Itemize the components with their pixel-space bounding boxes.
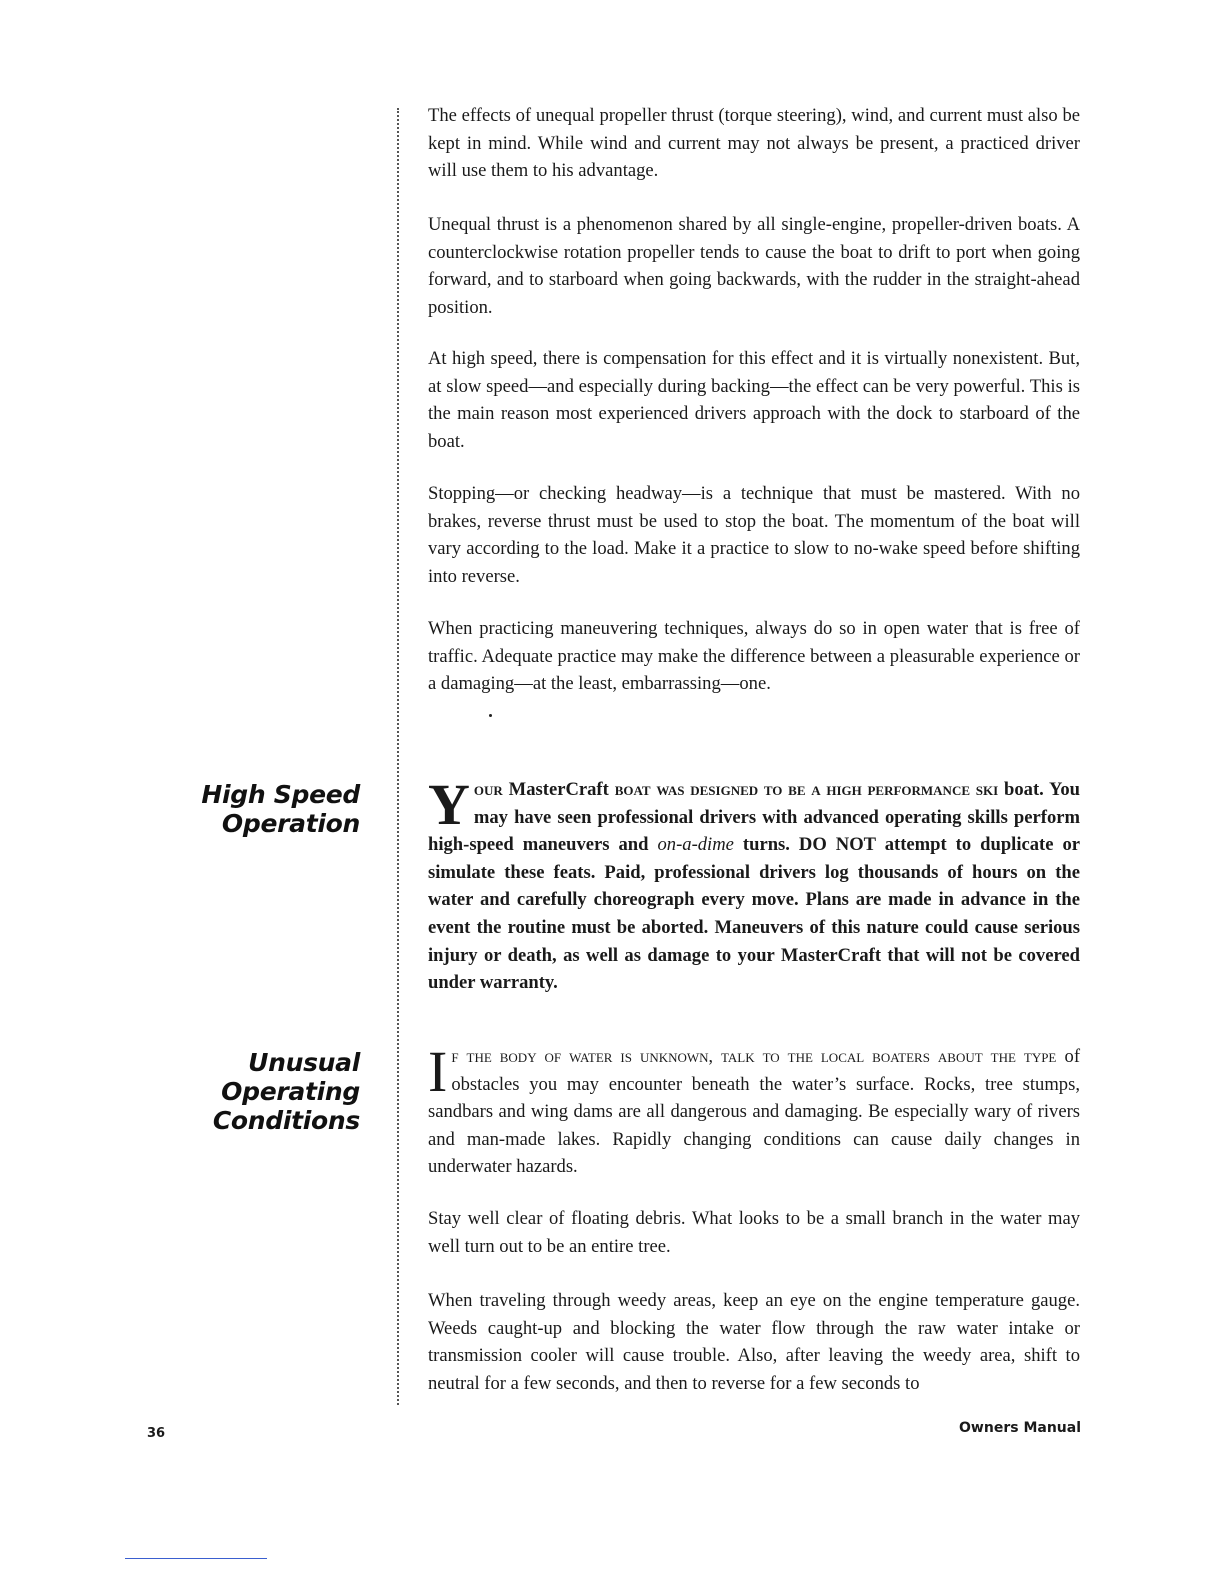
section-heading-unusual xyxy=(180,1048,360,1135)
unusual-paragraph-2 xyxy=(428,1205,1080,1260)
body-paragraph-2 xyxy=(428,211,1080,321)
column-divider xyxy=(397,108,399,1405)
scan-artifact-line xyxy=(125,1558,267,1559)
high-speed-warning xyxy=(428,772,1081,997)
footer-title: Owners Manual xyxy=(959,1420,1081,1436)
heading-line: Operation xyxy=(221,809,360,838)
page-number: 36 xyxy=(147,1426,166,1441)
lead-in: f the body of water is unknown, talk to the local boaters about the type xyxy=(451,1046,1057,1066)
warning-text: boat. You may have seen professional drivers with advanced operating skills perform high-speed maneuvers and xyxy=(428,779,1080,856)
section-heading-high-speed xyxy=(180,780,360,838)
body-paragraph-1 xyxy=(428,102,1080,185)
paragraph-text: The effects of unequal propeller thrust (torque steering), wind, and current must also be kept in mind. While wind and current may not always be present, a practiced driver will use them to his advantage. xyxy=(428,105,1080,182)
unusual-paragraph-3 xyxy=(428,1287,1080,1397)
body-paragraph-5 xyxy=(428,615,1080,698)
heading-line: Conditions xyxy=(212,1106,360,1135)
warning-text-continued: turns. DO NOT attempt to duplicate or simulate these feats. Paid, professional drivers log thousands of hours on the water and carefully choreograph every move. Plans are made in advance in the event the routine must be aborted. Maneuvers of this nature could cause serious injury or death, as well as damage to your MasterCraft that will not be covered under warranty. xyxy=(428,834,1081,994)
paragraph-text: When practicing maneuvering techniques, always do so in open water that is free of traffic. Adequate practice may make the difference between a pleasurable experience or a damaging—at the least, embarrassing—one. xyxy=(428,618,1080,695)
body-paragraph-4 xyxy=(428,480,1080,590)
paragraph-text: Stopping—or checking headway—is a technique that must be mastered. With no brakes, reverse thrust must be used to stop the boat. The momentum of the boat will vary according to the load. Make it a practice to slow to no-wake speed before shifting into reverse. xyxy=(428,483,1080,587)
scan-speck xyxy=(489,714,492,717)
paragraph-text: Stay well clear of floating debris. What looks to be a small branch in the water may well turn out to be an entire tree. xyxy=(428,1208,1080,1257)
paragraph-text: When traveling through weedy areas, keep an eye on the engine temperature gauge. Weeds caught-up and blocking the water flow through the raw water intake or transmission cooler will cause trouble. Also, after leaving the weedy area, shift to neutral for a few seconds, and then to reverse for a few seconds to xyxy=(428,1290,1080,1394)
drop-cap: I xyxy=(428,1039,448,1104)
unusual-paragraph-1 xyxy=(428,1039,1081,1181)
paragraph-text: of obstacles you may encounter beneath the water’s surface. Rocks, tree stumps, sandbars and wing dams are all dangerous and damaging. Be especially wary of rivers and man-made lakes. Rapidly changing conditions can cause daily changes in underwater hazards. xyxy=(428,1046,1081,1178)
paragraph-text: Unequal thrust is a phenomenon shared by all single-engine, propeller-driven boats. A counterclockwise rotation propeller tends to cause the boat to drift to port when going forward, and to starboard when going backwards, with the rudder in the straight-ahead position. xyxy=(428,214,1080,318)
body-paragraph-3 xyxy=(428,345,1080,455)
lead-in: our xyxy=(473,779,503,799)
brand-name: MasterCraft xyxy=(508,779,609,800)
heading-line: Unusual xyxy=(248,1048,360,1077)
heading-line: Operating xyxy=(221,1077,360,1106)
paragraph-text: At high speed, there is compensation for this effect and it is virtually nonexistent. But, at slow speed—and especially during backing—the effect can be very powerful. This is the main reason most experienced drivers approach with the dock to starboard of the boat. xyxy=(428,348,1080,452)
drop-cap: Y xyxy=(428,772,470,837)
lead-in-continued: boat was designed to be a high performance ski xyxy=(614,779,999,799)
emphasis-text: on-a-dime xyxy=(657,834,734,856)
heading-line: High Speed xyxy=(201,780,360,809)
